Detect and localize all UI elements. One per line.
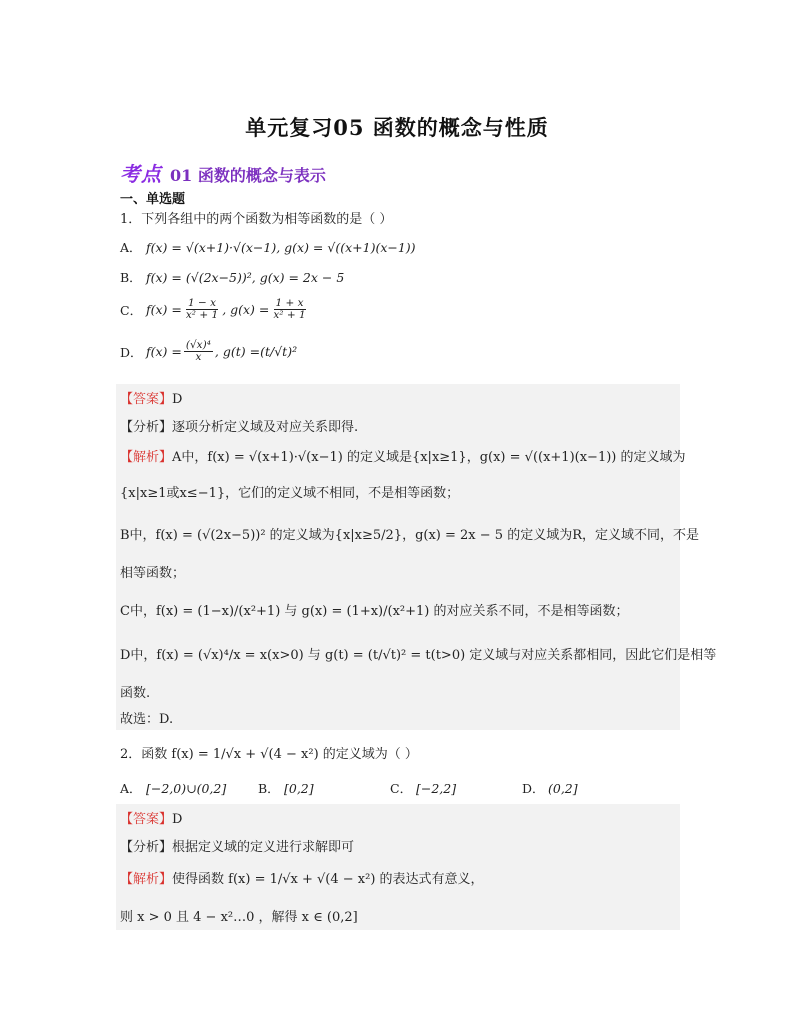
q2-option-a: A． [−2,0)∪(0,2] bbox=[120, 780, 227, 796]
q2-analysis: 【分析】根据定义域的定义进行求解即可 bbox=[120, 840, 355, 855]
q2-option-b: B． [0,2] bbox=[258, 780, 314, 796]
q1-jiexi-line-7: 函数. bbox=[120, 686, 151, 701]
option-expr-mid: , g(x) = bbox=[222, 302, 270, 317]
answer-tag: 【答案】 bbox=[120, 392, 173, 407]
q1-option-d bbox=[120, 340, 297, 363]
option-expr-mid: , g(t) = bbox=[214, 344, 261, 359]
topic-label: 01 函数的概念与表示 bbox=[170, 166, 326, 185]
jiexi-tag: 【解析】 bbox=[120, 450, 173, 465]
q2-option-d: D． (0,2] bbox=[522, 780, 578, 796]
q1-jiexi-line-2: {x|x≥1或x≤−1}，它们的定义域不相同，不是相等函数； bbox=[120, 486, 460, 501]
q1-option-c bbox=[120, 298, 310, 321]
q2-jiexi: 【解析】使得函数 f(x) = 1/√x + √(4 − x²) 的表达式有意义， bbox=[120, 872, 484, 887]
q2-conclusion: 则 x > 0 且 4 − x²…0 ，解得 x ∈ (0,2] bbox=[120, 910, 358, 925]
option-expr-pre: f(x) = bbox=[146, 302, 182, 317]
answer-value: D bbox=[172, 392, 183, 407]
page-title: 单元复习05 函数的概念与性质 bbox=[245, 115, 549, 140]
fraction: $\frac{1 + x}{\text{x² + 1}}$ bbox=[273, 297, 306, 321]
option-key: C． bbox=[120, 302, 143, 318]
option-expr: f(x) = √(x+1)·√(x−1), g(x) = √((x+1)(x−1)) bbox=[146, 239, 416, 255]
q1-jiexi-line-8: 故选：D. bbox=[120, 712, 174, 727]
q1-stem: 1．下列各组中的两个函数为相等函数的是（ ） bbox=[120, 212, 393, 227]
q1-option-a bbox=[120, 238, 416, 256]
q1-answer bbox=[120, 388, 182, 407]
option-key: B． bbox=[120, 270, 142, 285]
q1-option-b bbox=[120, 268, 344, 286]
q1-jiexi-line-6: D中，f(x) = (√x)⁴/x = x(x>0) 与 g(t) = (t/√t)² = t(t>0) 定义域与对应关系都相同，因此它们是相等 bbox=[120, 648, 717, 663]
topic-badge: 考点 bbox=[120, 162, 162, 186]
q2-stem: 2．函数 f(x) = 1/√x + √(4 − x²) 的定义域为（ ） bbox=[120, 747, 418, 762]
analysis-text: 逐项分析定义域及对应关系即得. bbox=[172, 420, 359, 435]
option-key: A． bbox=[120, 240, 142, 255]
analysis-tag: 【分析】 bbox=[120, 420, 173, 435]
fraction: $\frac{\text{(√x)⁴}}{x}$ bbox=[185, 339, 211, 363]
fraction: $\frac{1 - x}{\text{x² + 1}}$ bbox=[185, 297, 219, 321]
q2-option-c: C． [−2,2] bbox=[390, 780, 457, 796]
section-heading: 一、单选题 bbox=[120, 192, 186, 207]
q1-jiexi-line-1: 【解析】A中，f(x) = √(x+1)·√(x−1) 的定义域是{x|x≥1}，g(x) = √((x+1)(x−1)) 的定义域为 bbox=[120, 450, 686, 465]
q1-jiexi-line-4: 相等函数； bbox=[120, 566, 186, 581]
q2-answer: 【答案】D bbox=[120, 812, 183, 827]
q1-answer-block bbox=[116, 384, 680, 730]
q1-analysis bbox=[120, 416, 358, 435]
q1-jiexi-line-3: B中，f(x) = (√(2x−5))² 的定义域为{x|x≥5/2}，g(x) = 2x − 5 的定义域为R，定义域不同，不是 bbox=[120, 528, 699, 543]
option-expr-g: (t/√t)² bbox=[260, 344, 298, 359]
q1-jiexi-line-5: C中，f(x) = (1−x)/(x²+1) 与 g(x) = (1+x)/(x²+1) 的对应关系不同，不是相等函数； bbox=[120, 604, 629, 619]
option-key: D． bbox=[120, 344, 143, 360]
topic-heading bbox=[120, 158, 326, 187]
option-expr: f(x) = (√(2x−5))², g(x) = 2x − 5 bbox=[146, 269, 345, 285]
option-expr-pre: f(x) = bbox=[146, 344, 182, 359]
